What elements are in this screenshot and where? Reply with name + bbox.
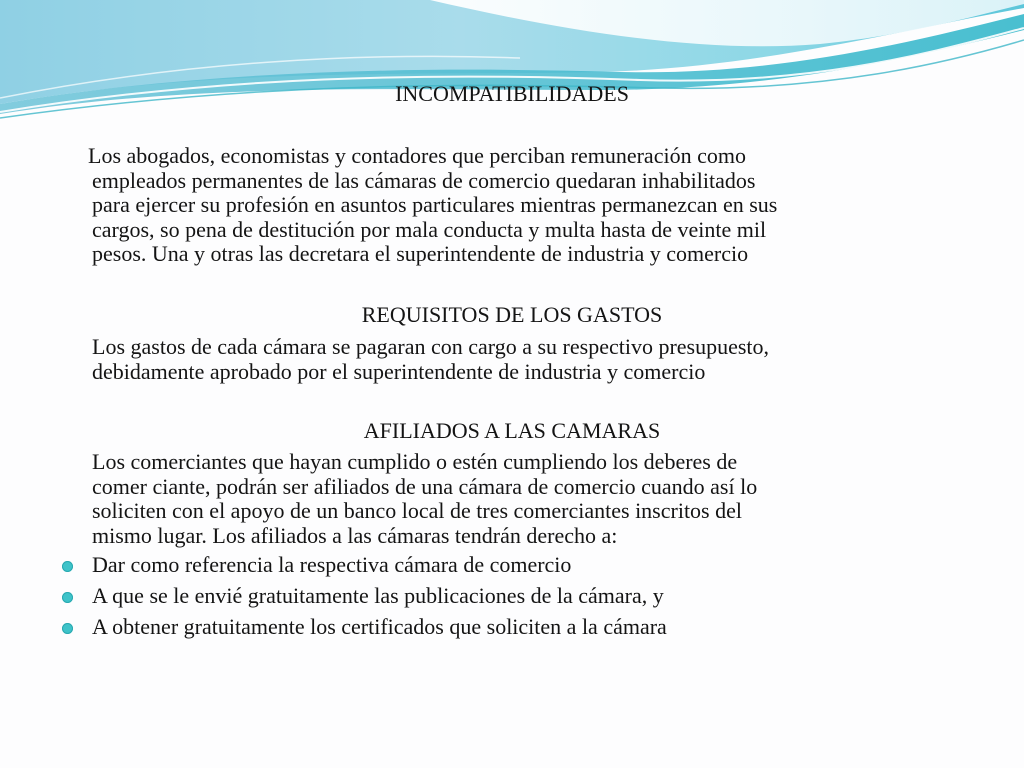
heading-incompatibilidades: INCOMPATIBILIDADES <box>395 81 629 106</box>
paragraph-line: Los abogados, economistas y contadores que perciban remuneración como <box>88 143 746 168</box>
bullet-dot-icon <box>62 592 73 603</box>
paragraph-line: soliciten con el apoyo de un banco local de tres comerciantes inscritos del <box>92 498 742 523</box>
paragraph-line: Los gastos de cada cámara se pagaran con cargo a su respectivo presupuesto, <box>92 334 770 359</box>
paragraph-line: cargos, so pena de destitución por mala conducta y multa hasta de veinte mil <box>92 216 767 242</box>
list-item <box>62 615 667 646</box>
paragraph-afiliados <box>92 450 757 548</box>
paragraph-incompatibilidades <box>88 143 778 267</box>
list-item-text: A que se le envié gratuitamente las publicaciones de la cámara, y <box>92 583 664 608</box>
heading-requisitos-de-los-gastos: REQUISITOS DE LOS GASTOS <box>361 302 663 327</box>
list-item <box>62 553 667 584</box>
paragraph-line: debidamente aprobado por el superintendente de industria y comercio <box>92 358 706 384</box>
paragraph-line: mismo lugar. Los afiliados a las cámaras tendrán derecho a: <box>92 522 618 548</box>
paragraph-line: empleados permanentes de las cámaras de comercio quedaran inhabilitados <box>92 167 756 193</box>
heading-afiliados-a-las-camaras: AFILIADOS A LAS CAMARAS <box>363 418 661 443</box>
bullet-dot-icon <box>62 561 73 572</box>
paragraph-requisitos <box>92 335 769 384</box>
list-item <box>62 584 667 615</box>
bullet-dot-icon <box>62 623 73 634</box>
paragraph-line: pesos. Una y otras las decretara el superintendente de industria y comercio <box>92 241 749 266</box>
paragraph-line: para ejercer su profesión en asuntos particulares mientras permanezcan en sus <box>92 192 778 217</box>
paragraph-line: comer ciante, podrán ser afiliados de una cámara de comercio cuando así lo <box>92 473 758 499</box>
rights-bullet-list <box>62 553 667 646</box>
list-item-text: Dar como referencia la respectiva cámara de comercio <box>92 552 572 577</box>
paragraph-line: Los comerciantes que hayan cumplido o estén cumpliendo los deberes de <box>92 449 738 474</box>
list-item-text: A obtener gratuitamente los certificados que soliciten a la cámara <box>92 614 667 639</box>
